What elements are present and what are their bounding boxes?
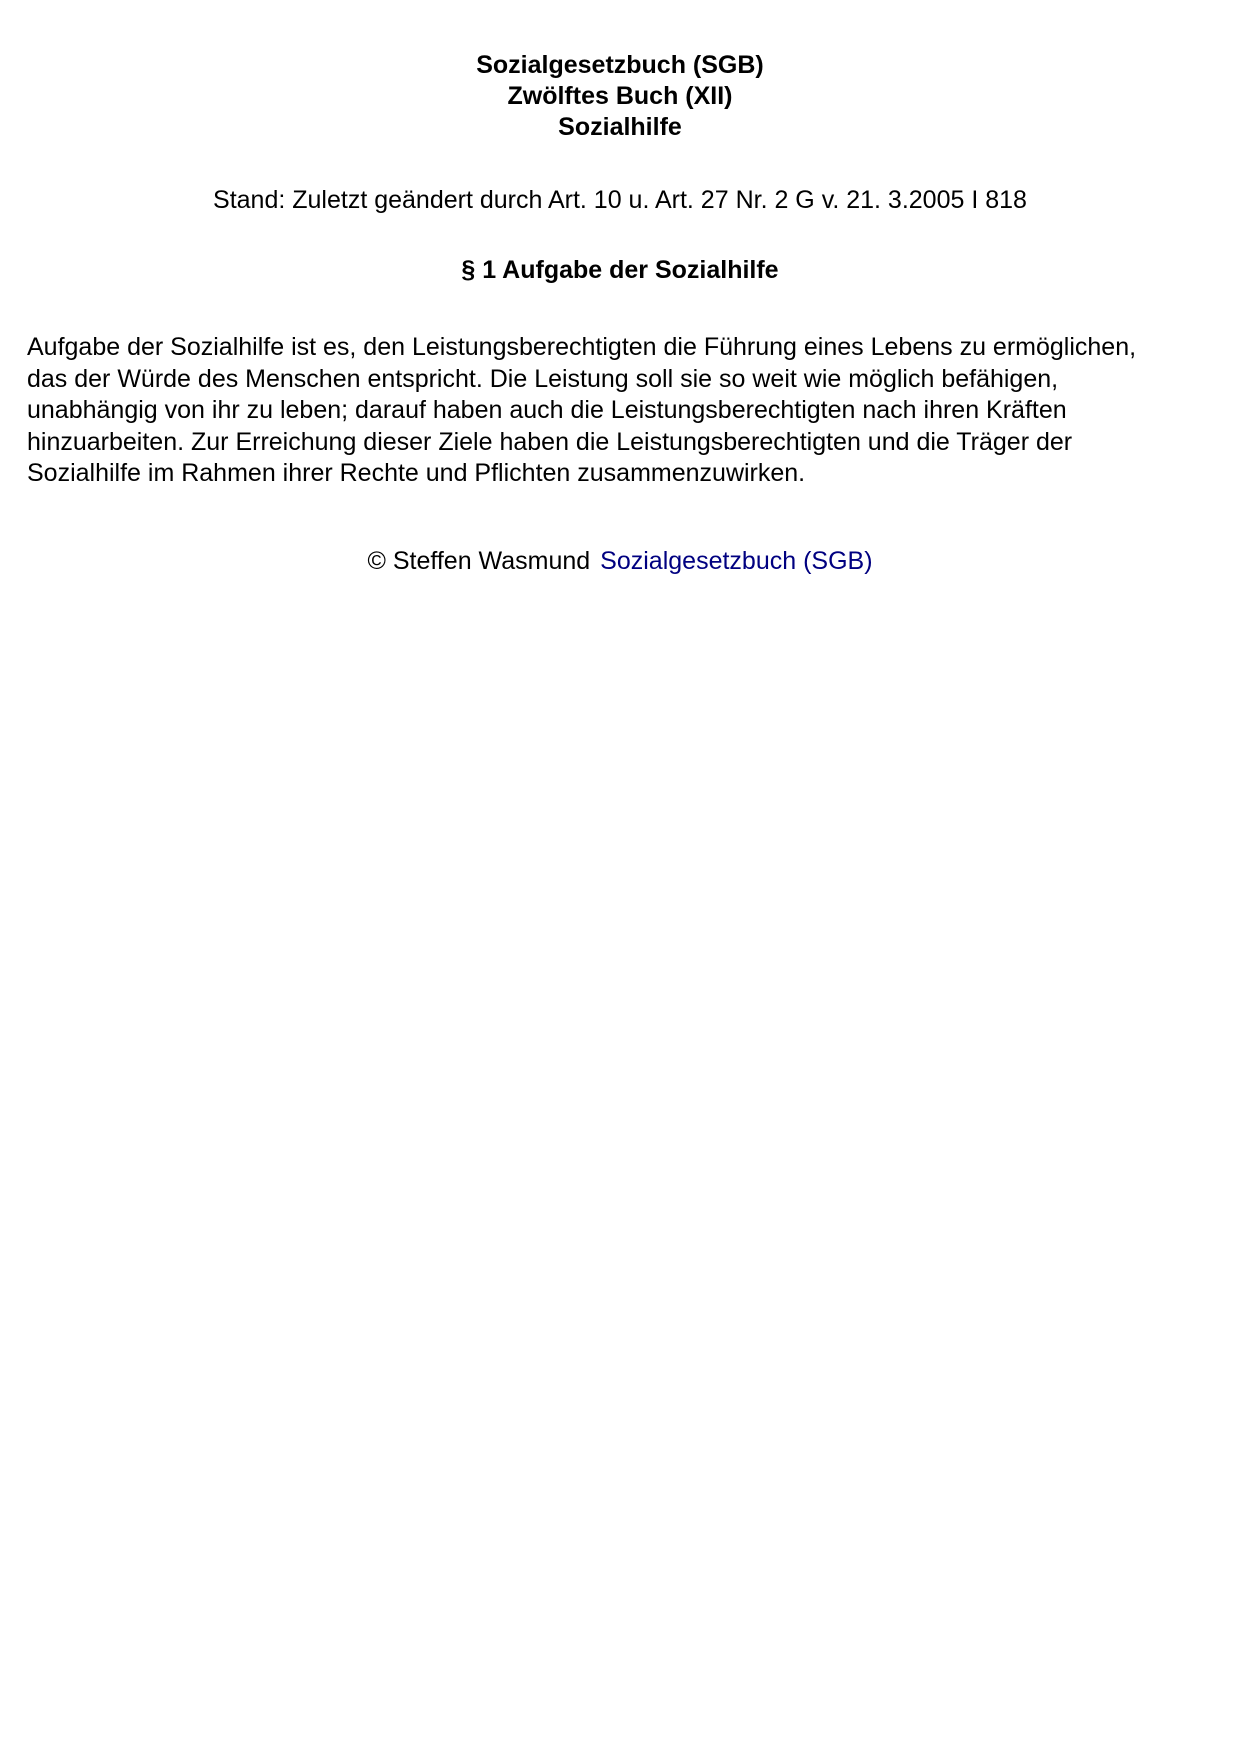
book-title: Zwölftes Buch (XII) [507, 82, 733, 110]
copyright-notice: © Steffen Wasmund [367, 547, 591, 575]
body-line: das der Würde des Menschen entspricht. Die Leistung soll sie so weit wie möglich befähigen, [27, 364, 1059, 393]
section-title: § 1 Aufgabe der Sozialhilfe [461, 256, 779, 284]
body-line: Sozialhilfe im Rahmen ihrer Rechte und Pflichten zusammenzuwirken. [27, 459, 806, 487]
body-line: hinzuarbeiten. Zur Erreichung dieser Ziele haben die Leistungsberechtigten und die Träger der [27, 427, 1073, 456]
law-title: Sozialgesetzbuch (SGB) [476, 51, 764, 79]
subject-title: Sozialhilfe [558, 113, 682, 141]
footer [0, 546, 1240, 577]
section-body [27, 332, 1217, 490]
body-line: Aufgabe der Sozialhilfe ist es, den Leistungsberechtigten die Führung eines Lebens zu ermöglichen, [27, 333, 1137, 361]
document-header [0, 50, 1240, 143]
body-line: unabhängig von ihr zu leben; darauf haben auch die Leistungsberechtigten nach ihren Kräften [27, 396, 1067, 424]
revision-status: Stand: Zuletzt geändert durch Art. 10 u. Art. 27 Nr. 2 G v. 21. 3.2005 I 818 [213, 186, 1027, 214]
sgb-link[interactable]: Sozialgesetzbuch (SGB) [600, 547, 873, 575]
